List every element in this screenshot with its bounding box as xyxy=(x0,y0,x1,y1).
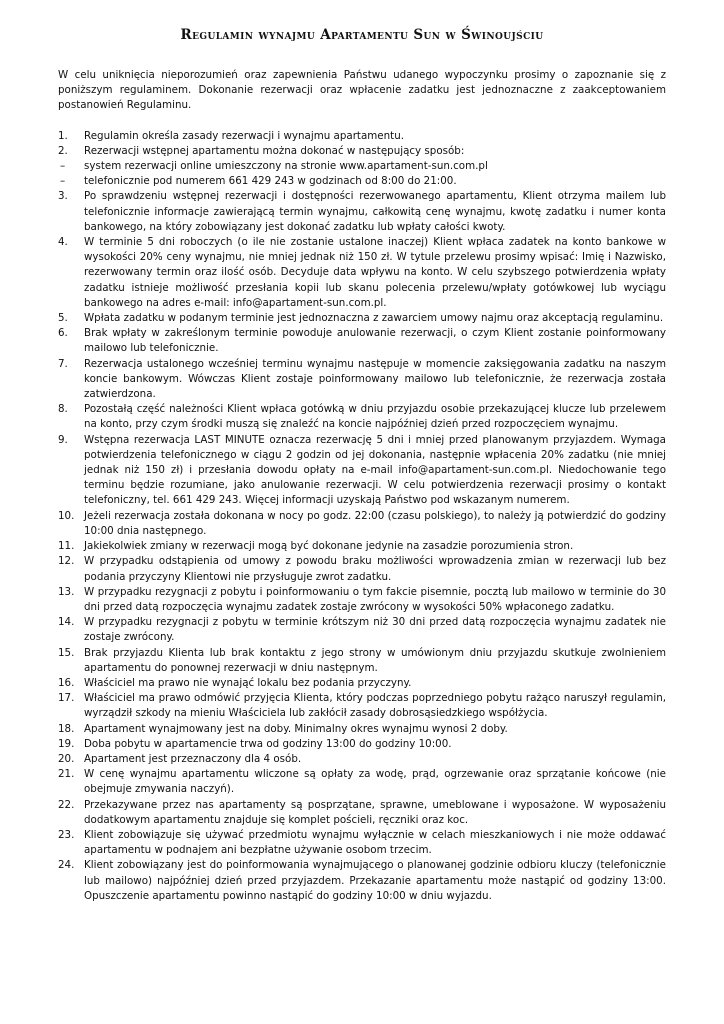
rule-number: 6. xyxy=(58,327,68,340)
rule-number: 7. xyxy=(58,357,68,370)
rule-text: Rezerwacji wstępnej apartamentu można dokonać w następujący sposób: xyxy=(84,144,465,157)
rule-item xyxy=(58,326,666,356)
rule-item xyxy=(58,798,666,828)
rule-text: Brak przyjazdu Klienta lub brak kontaktu z jego strony w umówionym dniu przyjazdu skutkuje zwolnieniem apartamentu do ponownej rezerwacji w dniu następnym. xyxy=(84,646,666,674)
rule-number: 8. xyxy=(58,403,68,416)
rule-text: Doba pobytu w apartamencie trwa od godziny 13:00 do godziny 10:00. xyxy=(84,737,452,750)
rule-text: Wstępna rezerwacja LAST MINUTE oznacza rezerwację 5 dni i mniej przed planowanym przyjazdem. Wymaga potwierdzenia telefonicznego w ciągu 2 godzin od jej dokonania, następnie wpłacenia 20% zadatku (nie mniej jednak niż 150 zł) i przesłania dowodu opłaty na e-mail info@apartament-sun.com.pl. Niedochowanie tego terminu będzie rozumiane, jako anulowanie rezerwacji. W celu potwierdzenia rezerwacji prosimy o kontakt telefoniczny, tel. 661 429 243. Więcej informacji uzyskają Państwo pod wskazanym numerem. xyxy=(84,433,666,507)
rule-number: 13. xyxy=(58,585,75,598)
rule-text: W przypadku rezygnacji z pobytu w terminie krótszym niż 30 dni przed datą rozpoczęcia wynajmu zadatek nie zostaje zwrócony. xyxy=(84,616,666,644)
rule-text: Rezerwacja ustalonego wcześniej terminu wynajmu następuje w momencie zaksięgowania zadatku na naszym koncie bankowym. Wówczas Klient zostaje poinformowany mailowo lub telefonicznie, że rezerwacja została zatwierdzona. xyxy=(84,357,666,401)
rule-number: 16. xyxy=(58,676,75,689)
rule-text: Brak wpłaty w zakreślonym terminie powoduje anulowanie rezerwacji, o czym Klient zostanie poinformowany mailowo lub telefonicznie. xyxy=(84,327,666,355)
rule-item xyxy=(58,722,666,737)
intro-paragraph: W celu uniknięcia nieporozumień oraz zapewnienia Państwu udanego wypoczynku prosimy o zapoznanie się z poniższym regulaminem. Dokonanie rezerwacji oraz wpłacenie zadatku jest jednoznaczne z zaakceptowaniem postanowień Regulaminu. xyxy=(58,69,666,112)
rule-item xyxy=(58,691,666,721)
rule-text: W przypadku rezygnacji z pobytu i poinformowaniu o tym fakcie pisemnie, pocztą lub mailowo w terminie do 30 dni przed datą rozpoczęcia wynajmu zadatek zostaje zwrócony w wysokości 50% wpłaconego zadatku. xyxy=(84,585,666,613)
rule-item xyxy=(58,737,666,752)
rule-number: 2. xyxy=(58,144,68,157)
rule-number: 15. xyxy=(58,646,75,659)
rule-number: 11. xyxy=(58,540,75,553)
rule-number: 5. xyxy=(58,312,68,325)
rule-item xyxy=(58,585,666,615)
rule-number: 19. xyxy=(58,737,75,750)
rules-list xyxy=(58,129,666,904)
rule-item xyxy=(58,357,666,403)
rule-item xyxy=(58,129,666,144)
rule-text: W terminie 5 dni roboczych (o ile nie zostanie ustalone inaczej) Klient wpłaca zadatek na konto bankowe w wysokości 20% ceny wynajmu, nie mniej jednak niż 150 zł. W tytule przelewu prosimy wpisać: Imię i Nazwisko, rezerwowany termin oraz ilość osób. Decyduje data wpływu na konto. W celu szybszego potwierdzenia wpłaty zadatku istnieje możliwość przesłania kopii lub skanu polecenia przelewu/wpłaty gotówkowej lub wyciągu bankowego na adres e-mail: info@apartament-sun.com.pl. xyxy=(84,236,666,309)
rule-text: Klient zobowiązuje się używać przedmiotu wynajmu wyłącznie w celach mieszkaniowych i nie może oddawać apartamentu w podnajem ani bezpłatne używanie osobom trzecim. xyxy=(84,828,666,857)
rule-item xyxy=(58,554,666,584)
rule-text: W przypadku odstąpienia od umowy z powodu braku możliwości wprowadzenia zmian w rezerwacji lub bez podania przyczyny Klientowi nie przysługuje zwrot zadatku. xyxy=(84,555,666,583)
rule-item xyxy=(58,767,666,797)
rule-item xyxy=(58,539,666,554)
rule-number: 22. xyxy=(58,798,75,811)
rule-item xyxy=(58,509,666,539)
document-title: Regulamin wynajmu Apartamentu Sun w Świnoujściu xyxy=(180,27,544,43)
rule-text: W cenę wynajmu apartamentu wliczone są opłaty za wodę, prąd, ogrzewanie oraz sprzątanie końcowe (nie obejmuje zmywania naczyń). xyxy=(84,768,666,796)
document-page xyxy=(58,26,666,904)
rule-text: Klient zobowiązany jest do poinformowania wynajmującego o planowanej godzinie odbioru kluczy (telefonicznie lub mailowo) najpóźniej dzień przed przyjazdem. Przekazanie apartamentu może nastąpić od godziny 13:00. Opuszczenie apartamentu powinno nastąpić do godziny 10:00 w dniu wyjazdu. xyxy=(84,859,666,902)
rule-number: 24. xyxy=(58,859,75,872)
rule-number: 21. xyxy=(58,768,75,781)
dash-bullet: – xyxy=(60,175,66,188)
rule-item xyxy=(58,828,666,858)
rule-number: 14. xyxy=(58,616,75,629)
rule-number: 18. xyxy=(58,722,75,735)
rule-number: 10. xyxy=(58,509,75,522)
rule-text: Apartament jest przeznaczony dla 4 osób. xyxy=(84,752,302,765)
rule-text: Jakiekolwiek zmiany w rezerwacji mogą być dokonane jedynie na zasadzie porozumienia stron. xyxy=(84,540,574,553)
rule-text: Regulamin określa zasady rezerwacji i wynajmu apartamentu. xyxy=(84,129,404,142)
rule-item xyxy=(58,676,666,691)
rule-item xyxy=(58,433,666,509)
rule-item xyxy=(58,235,666,311)
rule-number: 9. xyxy=(58,433,68,446)
rule-text: Jeżeli rezerwacja została dokonana w nocy po godz. 22:00 (czasu polskiego), to należy ją potwierdzić do godziny 10:00 dnia następnego. xyxy=(84,509,666,537)
rule-number: 1. xyxy=(58,129,68,142)
sub-rule-item xyxy=(58,159,666,174)
rule-number: 17. xyxy=(58,692,75,705)
rule-item xyxy=(58,615,666,645)
rule-number: 12. xyxy=(58,555,75,568)
rule-text: Po sprawdzeniu wstępnej rezerwacji i dostępności rezerwowanego apartamentu, Klient otrzyma mailem lub telefonicznie informacje zawierającą termin wynajmu, całkowitą cenę wynajmu, kwotę zadatku i numer konta bankowego, na który zobowiązany jest dokonać zadatku lub wpłaty całości kwoty. xyxy=(84,190,666,233)
rule-item xyxy=(58,311,666,326)
rule-text: Właściciel ma prawo odmówić przyjęcia Klienta, który podczas poprzedniego pobytu rażąco naruszył regulamin, wyrządził szkody na mieniu Właściciela lub zakłócił zasady dobrosąsiedzkiego współżycia. xyxy=(84,692,666,720)
rule-text: Właściciel ma prawo nie wynająć lokalu bez podania przyczyny. xyxy=(84,676,412,689)
rule-text: Wpłata zadatku w podanym terminie jest jednoznaczna z zawarciem umowy najmu oraz akceptacją regulaminu. xyxy=(84,312,664,325)
sub-rule-item xyxy=(58,174,666,189)
dash-bullet: – xyxy=(60,160,66,173)
rule-item xyxy=(58,858,666,904)
rule-item xyxy=(58,189,666,235)
rule-item xyxy=(58,752,666,767)
rule-number: 20. xyxy=(58,752,75,765)
rule-number: 3. xyxy=(58,190,68,203)
rule-text: Apartament wynajmowany jest na doby. Minimalny okres wynajmu wynosi 2 doby. xyxy=(84,722,508,735)
rule-text: Przekazywane przez nas apartamenty są posprzątane, sprawne, umeblowane i wyposażone. W wyposażeniu dodatkowym apartamentu znajduje się komplet pościeli, ręczniki oraz koc. xyxy=(84,798,666,826)
sub-rule-text: telefonicznie pod numerem 661 429 243 w godzinach od 8:00 do 21:00. xyxy=(84,175,457,188)
rule-number: 4. xyxy=(58,236,68,249)
rule-item xyxy=(58,402,666,432)
rule-item xyxy=(58,646,666,676)
rule-text: Pozostałą część należności Klient wpłaca gotówką w dniu przyjazdu osobie przekazującej klucze lub przelewem na konto, przy czym środki muszą się znaleźć na koncie najpóźniej dzień przed rozpoczęciem wynajmu. xyxy=(84,403,666,431)
rule-number: 23. xyxy=(58,828,75,841)
rule-item xyxy=(58,144,666,159)
sub-rule-text: system rezerwacji online umieszczony na stronie www.apartament-sun.com.pl xyxy=(84,160,488,173)
